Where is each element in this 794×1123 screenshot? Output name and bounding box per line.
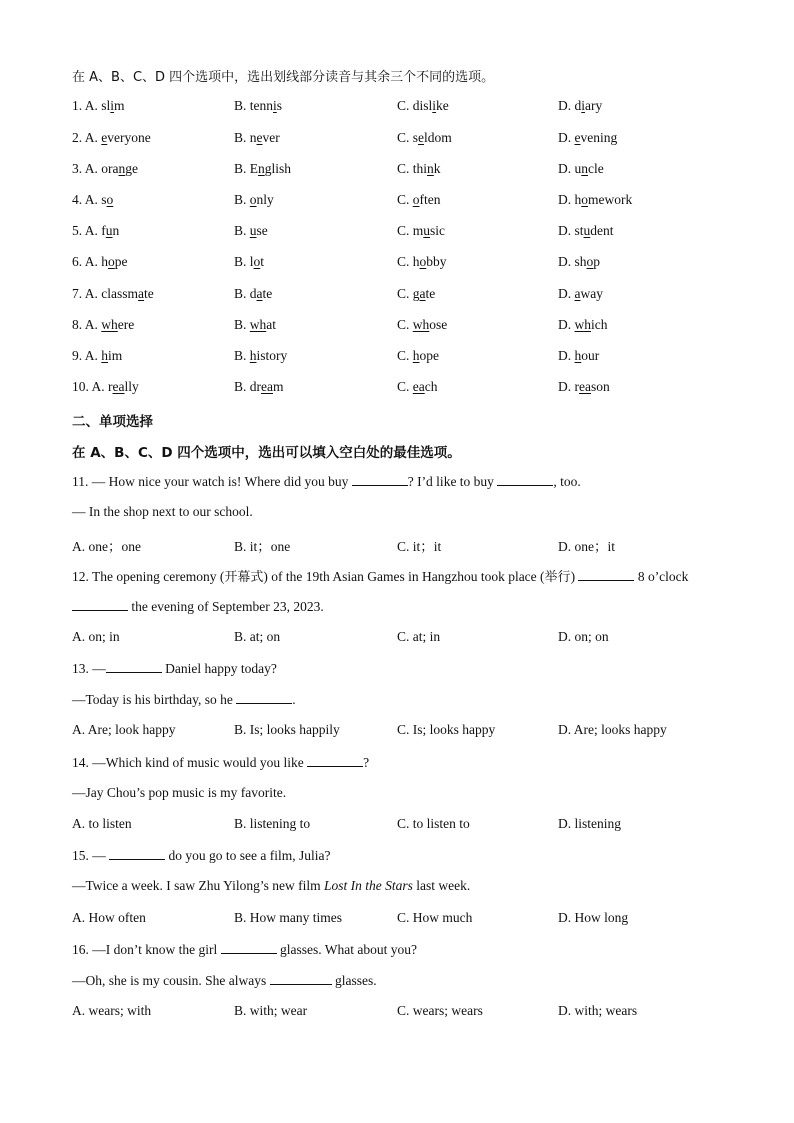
underlined-sound: wh	[101, 317, 118, 332]
underlined-sound: a	[138, 286, 145, 301]
question-1-row	[72, 98, 732, 118]
underlined-sound: h	[101, 348, 109, 363]
option-b: B. only	[234, 192, 274, 207]
option-b: B. at; on	[234, 629, 281, 644]
question-15-response: —Twice a week. I saw Zhu Yilong’s new film Lost In the Stars last week.	[72, 878, 471, 893]
option-c: C. Is; looks happy	[397, 722, 496, 737]
underlined-sound: e	[256, 130, 263, 145]
underlined-sound: i	[273, 98, 277, 113]
underlined-sound: o	[108, 254, 115, 269]
option-b: B. How many times	[234, 910, 342, 925]
section2-instruction: 在 A、B、C、D 四个选项中，选出可以填入空白处的最佳选项。	[72, 445, 461, 461]
underlined-sound: h	[412, 348, 420, 363]
option-a: 6. A. hope	[72, 254, 128, 269]
question-14-stem: 14. —Which kind of music would you like ?	[72, 755, 370, 770]
question-15-stem: 15. — do you go to see a film, Julia?	[72, 848, 331, 863]
underlined-sound: ea	[112, 379, 125, 394]
question-16-stem: 16. —I don’t know the girl glasses. What about you?	[72, 942, 417, 957]
option-d: D. one；it	[558, 539, 615, 554]
underlined-sound: i	[581, 98, 586, 113]
underlined-sound: e	[101, 130, 108, 145]
underlined-sound: n	[258, 161, 265, 176]
section2-heading: 二、单项选择	[72, 414, 153, 430]
option-c: C. wears; wears	[397, 1003, 483, 1018]
underlined-sound: o	[106, 192, 114, 207]
answer-blank	[236, 691, 292, 704]
option-c: C. dislike	[397, 98, 449, 113]
option-c: C. gate	[397, 286, 436, 301]
underlined-sound: n	[118, 161, 126, 176]
underlined-sound: ea	[261, 379, 273, 394]
question-14-response: —Jay Chou’s pop music is my favorite.	[72, 785, 287, 800]
underlined-sound: a	[256, 286, 263, 301]
option-a: 10. A. really	[72, 379, 139, 394]
underlined-sound: o	[253, 254, 261, 269]
underlined-sound: wh	[412, 317, 430, 332]
option-c: C. to listen to	[397, 816, 470, 831]
question-12-stem: 12. The opening ceremony (开幕式) of the 19th Asian Games in Hangzhou took place (举行) 8 o’clock	[72, 569, 689, 585]
question-6-row	[72, 254, 732, 274]
question-16-options	[72, 1003, 732, 1023]
underlined-sound: a	[419, 286, 426, 301]
option-c: C. seldom	[397, 130, 452, 145]
underlined-sound: e	[418, 130, 425, 145]
answer-blank	[221, 941, 277, 954]
question-2-row	[72, 130, 732, 150]
option-d: D. reason	[558, 379, 610, 394]
option-c: C. music	[397, 223, 446, 238]
option-b: B. dream	[234, 379, 284, 394]
option-a: A. one；one	[72, 539, 141, 554]
answer-blank	[307, 754, 363, 767]
option-a: A. to listen	[72, 816, 132, 831]
question-12-options	[72, 629, 732, 649]
underlined-sound: i	[432, 98, 437, 113]
option-a: 3. A. orange	[72, 161, 139, 176]
question-3-row	[72, 161, 732, 181]
option-d: D. hour	[558, 348, 600, 363]
underlined-sound: i	[110, 98, 115, 113]
option-c: C. each	[397, 379, 438, 394]
option-d: D. on; on	[558, 629, 609, 644]
option-d: D. student	[558, 223, 614, 238]
question-11-stem: 11. — How nice your watch is! Where did you buy ? I’d like to buy , too.	[72, 474, 581, 489]
option-d: D. shop	[558, 254, 601, 269]
underlined-sound: ea	[579, 379, 591, 394]
option-d: D. diary	[558, 98, 603, 113]
option-d: D. with; wears	[558, 1003, 638, 1018]
answer-blank	[106, 660, 162, 673]
option-a: 2. A. everyone	[72, 130, 151, 145]
option-a: 4. A. so	[72, 192, 114, 207]
underlined-sound: o	[586, 254, 594, 269]
underlined-sound: wh	[249, 317, 267, 332]
option-c: C. hope	[397, 348, 440, 363]
option-b: B. it；one	[234, 539, 291, 554]
underlined-sound: u	[105, 223, 113, 238]
option-b: B. listening to	[234, 816, 311, 831]
option-d: D. evening	[558, 130, 618, 145]
option-d: D. Are; looks happy	[558, 722, 667, 737]
underlined-sound: u	[423, 223, 431, 238]
question-13-response: —Today is his birthday, so he .	[72, 692, 296, 707]
underlined-sound: h	[574, 348, 582, 363]
option-c: C. often	[397, 192, 441, 207]
option-b: B. Is; looks happily	[234, 722, 340, 737]
option-a: A. wears; with	[72, 1003, 152, 1018]
underlined-sound: o	[419, 254, 427, 269]
underlined-sound: wh	[574, 317, 591, 332]
answer-blank	[72, 598, 128, 611]
option-b: B. lot	[234, 254, 265, 269]
option-a: 8. A. where	[72, 317, 135, 332]
option-b: B. with; wear	[234, 1003, 308, 1018]
underlined-sound: o	[581, 192, 588, 207]
underlined-sound: e	[574, 130, 581, 145]
option-c: C. at; in	[397, 629, 441, 644]
question-10-row	[72, 379, 732, 399]
option-d: D. homework	[558, 192, 633, 207]
underlined-sound: u	[583, 223, 591, 238]
option-a: 1. A. slim	[72, 98, 125, 113]
option-a: A. on; in	[72, 629, 120, 644]
option-a: A. How often	[72, 910, 146, 925]
answer-blank	[497, 473, 553, 486]
option-d: D. listening	[558, 816, 621, 831]
option-c: C. think	[397, 161, 441, 176]
answer-blank	[352, 473, 408, 486]
option-d: D. How long	[558, 910, 629, 925]
option-c: C. whose	[397, 317, 448, 332]
question-5-row	[72, 223, 732, 243]
underlined-sound: u	[249, 223, 257, 238]
question-13-stem: 13. — Daniel happy today?	[72, 661, 277, 676]
underlined-sound: o	[412, 192, 420, 207]
underlined-sound: o	[249, 192, 257, 207]
question-8-row	[72, 317, 732, 337]
option-a: A. Are; look happy	[72, 722, 176, 737]
section1-instruction: 在 A、B、C、D 四个选项中，选出划线部分读音与其余三个不同的选项。	[72, 70, 495, 85]
option-d: D. uncle	[558, 161, 604, 176]
underlined-sound: ea	[412, 379, 425, 394]
option-a: 7. A. classmate	[72, 286, 154, 301]
underlined-sound: n	[427, 161, 434, 176]
option-b: B. tennis	[234, 98, 283, 113]
answer-blank	[109, 847, 165, 860]
option-b: B. what	[234, 317, 277, 332]
option-b: B. history	[234, 348, 288, 363]
underlined-sound: h	[249, 348, 257, 363]
question-16-response: —Oh, she is my cousin. She always glasses.	[72, 973, 377, 988]
question-11-response: — In the shop next to our school.	[72, 504, 253, 519]
question-11-options	[72, 535, 732, 555]
question-12-stem-line2: the evening of September 23, 2023.	[72, 598, 324, 615]
option-b: B. never	[234, 130, 280, 145]
underlined-sound: n	[581, 161, 588, 176]
option-b: B. use	[234, 223, 268, 238]
underlined-sound: a	[574, 286, 581, 301]
option-a: 9. A. him	[72, 348, 123, 363]
question-4-row	[72, 192, 732, 212]
question-13-options	[72, 722, 732, 742]
option-c: C. How much	[397, 910, 473, 925]
option-b: B. English	[234, 161, 292, 176]
option-d: D. which	[558, 317, 608, 332]
answer-blank	[270, 972, 332, 985]
option-a: 5. A. fun	[72, 223, 120, 238]
question-14-options	[72, 816, 732, 836]
question-9-row	[72, 348, 732, 368]
question-15-options	[72, 910, 732, 930]
answer-blank	[578, 568, 634, 581]
option-c: C. it；it	[397, 539, 442, 554]
question-7-row	[72, 286, 732, 306]
option-b: B. date	[234, 286, 273, 301]
option-d: D. away	[558, 286, 603, 301]
option-c: C. hobby	[397, 254, 447, 269]
